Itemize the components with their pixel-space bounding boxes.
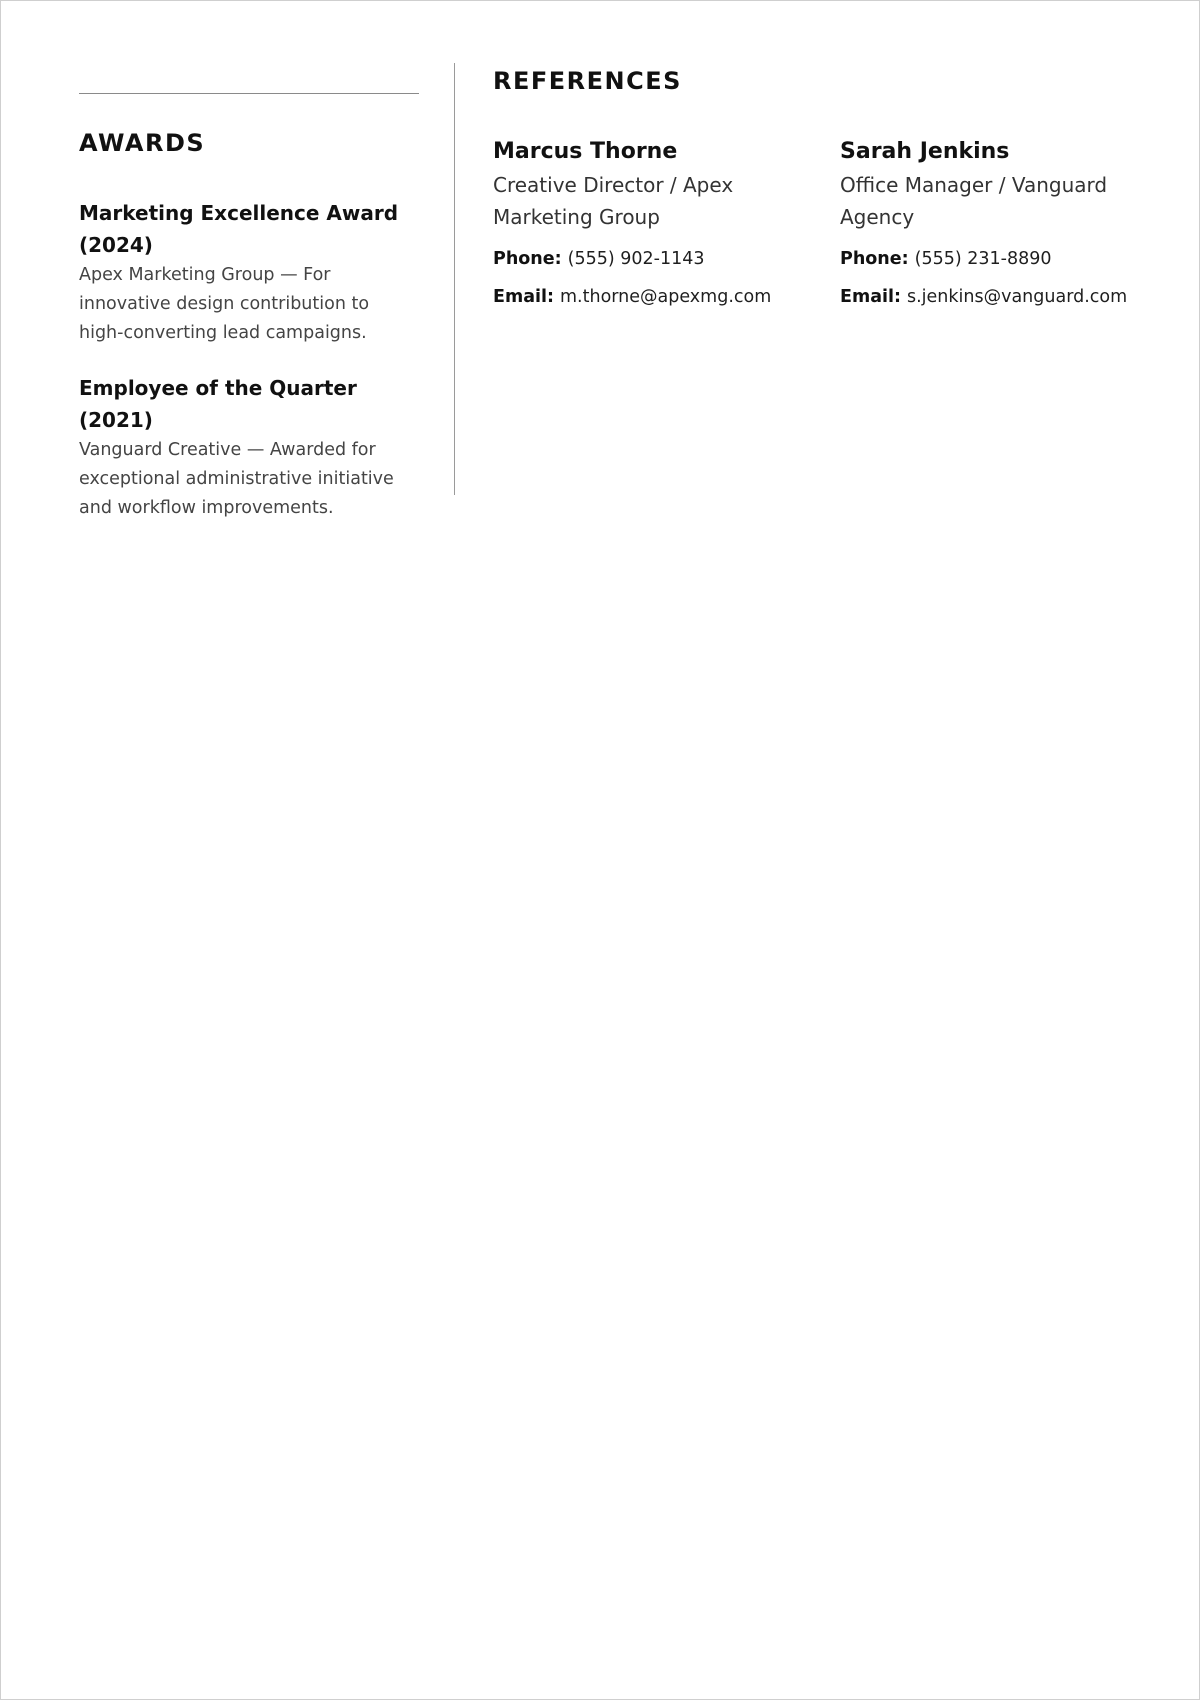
references-heading: REFERENCES (493, 67, 682, 95)
reference-card (840, 135, 1160, 323)
email-value[interactable]: s.jenkins@vanguard.com (907, 287, 1128, 307)
award-name: Employee of the Quarter (2021) (79, 376, 357, 432)
email-label: Email: (493, 287, 554, 307)
phone-value[interactable]: (555) 902-1143 (567, 249, 705, 269)
reference-name: Sarah Jenkins (840, 139, 1010, 164)
phone-label: Phone: (493, 249, 562, 269)
award-item (79, 372, 419, 523)
reference-name: Marcus Thorne (493, 139, 678, 164)
award-description: Vanguard Creative — Awarded for exceptional administrative initiative and workflow improvements. (79, 440, 394, 518)
reference-phone (493, 247, 813, 271)
reference-role: Creative Director / Apex Marketing Group (493, 173, 734, 229)
award-name: Marketing Excellence Award (2024) (79, 201, 399, 257)
email-label: Email: (840, 287, 901, 307)
award-item (79, 197, 419, 348)
reference-email (493, 285, 813, 309)
awards-list (79, 197, 419, 547)
awards-heading: AWARDS (79, 129, 206, 157)
column-divider (454, 63, 455, 495)
phone-label: Phone: (840, 249, 909, 269)
phone-value[interactable]: (555) 231-8890 (914, 249, 1052, 269)
reference-role: Office Manager / Vanguard Agency (840, 173, 1108, 229)
award-description: Apex Marketing Group — For innovative design contribution to high-converting lead campaigns. (79, 265, 370, 343)
section-rule (79, 93, 419, 94)
email-value[interactable]: m.thorne@apexmg.com (560, 287, 772, 307)
reference-email (840, 285, 1160, 309)
reference-phone (840, 247, 1160, 271)
reference-card (493, 135, 813, 323)
